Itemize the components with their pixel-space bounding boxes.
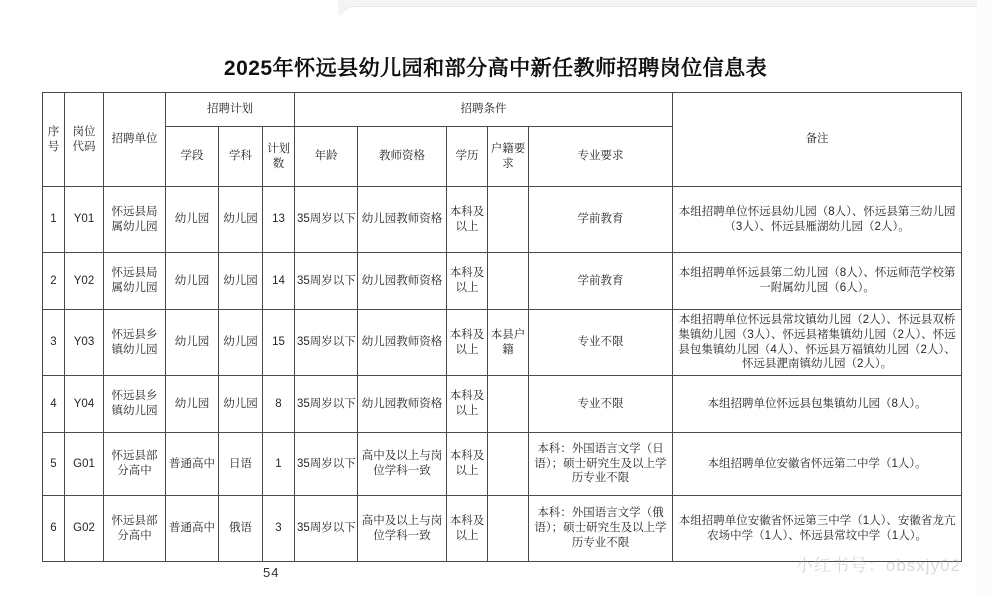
page-number: 54 bbox=[263, 565, 280, 580]
cell-cert: 高中及以上与岗位学科一致 bbox=[358, 496, 447, 562]
cell-cert: 幼儿园教师资格 bbox=[358, 187, 447, 253]
cell-major: 本科：外国语言文学（俄语）；硕士研究生及以上学历专业不限 bbox=[529, 496, 673, 562]
cell-age: 35周岁以下 bbox=[295, 253, 358, 310]
page-right-edge bbox=[977, 0, 991, 596]
cell-seq: 5 bbox=[43, 433, 65, 496]
cell-degree: 本科及以上 bbox=[447, 376, 488, 433]
cell-age: 35周岁以下 bbox=[295, 433, 358, 496]
cell-count: 3 bbox=[263, 496, 295, 562]
table-row bbox=[43, 433, 962, 496]
table-row bbox=[43, 376, 962, 433]
cell-degree: 本科及以上 bbox=[447, 496, 488, 562]
header-seq: 序号 bbox=[43, 93, 65, 187]
header-cert: 教师资格 bbox=[358, 127, 447, 187]
cell-major: 学前教育 bbox=[529, 253, 673, 310]
cell-residence bbox=[488, 253, 529, 310]
cell-unit: 怀远县乡镇幼儿园 bbox=[104, 310, 166, 376]
cell-stage: 幼儿园 bbox=[166, 310, 219, 376]
header-cond-group: 招聘条件 bbox=[295, 93, 673, 127]
cell-cert: 幼儿园教师资格 bbox=[358, 310, 447, 376]
cell-subject: 幼儿园 bbox=[219, 187, 263, 253]
table-row bbox=[43, 253, 962, 310]
header-note: 备注 bbox=[673, 93, 962, 187]
cell-stage: 幼儿园 bbox=[166, 376, 219, 433]
cell-subject: 幼儿园 bbox=[219, 253, 263, 310]
cell-age: 35周岁以下 bbox=[295, 187, 358, 253]
watermark: 小红书号：obsxjy02 bbox=[795, 556, 961, 575]
cell-major: 学前教育 bbox=[529, 187, 673, 253]
cell-major: 本科：外国语言文学（日语）；硕士研究生及以上学历专业不限 bbox=[529, 433, 673, 496]
cell-cert: 高中及以上与岗位学科一致 bbox=[358, 433, 447, 496]
header-plan-group: 招聘计划 bbox=[166, 93, 295, 127]
table-body bbox=[43, 187, 962, 562]
header-residence: 户籍要求 bbox=[488, 127, 529, 187]
cell-unit: 怀远县局属幼儿园 bbox=[104, 187, 166, 253]
cell-seq: 6 bbox=[43, 496, 65, 562]
cell-code: Y04 bbox=[65, 376, 104, 433]
cell-unit: 怀远县乡镇幼儿园 bbox=[104, 376, 166, 433]
table-row bbox=[43, 310, 962, 376]
cell-count: 13 bbox=[263, 187, 295, 253]
cell-residence: 本县户籍 bbox=[488, 310, 529, 376]
cell-note: 本组招聘单怀远县第二幼儿园（8人）、怀远师范学校第一附属幼儿园（6人）。 bbox=[673, 253, 962, 310]
cell-degree: 本科及以上 bbox=[447, 187, 488, 253]
cell-seq: 3 bbox=[43, 310, 65, 376]
cell-stage: 幼儿园 bbox=[166, 253, 219, 310]
cell-stage: 普通高中 bbox=[166, 433, 219, 496]
cell-subject: 日语 bbox=[219, 433, 263, 496]
cell-residence bbox=[488, 496, 529, 562]
cell-residence bbox=[488, 433, 529, 496]
page-title: 2025年怀远县幼儿园和部分高中新任教师招聘岗位信息表 bbox=[223, 57, 768, 80]
cell-code: G02 bbox=[65, 496, 104, 562]
cell-cert: 幼儿园教师资格 bbox=[358, 253, 447, 310]
cell-major: 专业不限 bbox=[529, 310, 673, 376]
header-unit: 招聘单位 bbox=[104, 93, 166, 187]
cell-age: 35周岁以下 bbox=[295, 376, 358, 433]
header-major: 专业要求 bbox=[529, 127, 673, 187]
cell-seq: 2 bbox=[43, 253, 65, 310]
cell-code: G01 bbox=[65, 433, 104, 496]
header-row-1 bbox=[43, 93, 962, 127]
cell-count: 14 bbox=[263, 253, 295, 310]
cell-note: 本组招聘单位安徽省怀远第三中学（1人）、安徽省龙亢农场中学（1人）、怀远县常坟中学（1人）。 bbox=[673, 496, 962, 562]
header-degree: 学历 bbox=[447, 127, 488, 187]
header-count: 计划数 bbox=[263, 127, 295, 187]
cell-unit: 怀远县部分高中 bbox=[104, 496, 166, 562]
cell-cert: 幼儿园教师资格 bbox=[358, 376, 447, 433]
cell-count: 8 bbox=[263, 376, 295, 433]
cell-age: 35周岁以下 bbox=[295, 496, 358, 562]
cell-degree: 本科及以上 bbox=[447, 433, 488, 496]
cell-code: Y02 bbox=[65, 253, 104, 310]
cell-seq: 4 bbox=[43, 376, 65, 433]
cell-count: 1 bbox=[263, 433, 295, 496]
cell-seq: 1 bbox=[43, 187, 65, 253]
cell-residence bbox=[488, 187, 529, 253]
cell-code: Y03 bbox=[65, 310, 104, 376]
header-subject: 学科 bbox=[219, 127, 263, 187]
cell-residence bbox=[488, 376, 529, 433]
cell-subject: 俄语 bbox=[219, 496, 263, 562]
cell-stage: 幼儿园 bbox=[166, 187, 219, 253]
cell-subject: 幼儿园 bbox=[219, 310, 263, 376]
cell-note: 本组招聘单位安徽省怀远第二中学（1人）。 bbox=[673, 433, 962, 496]
cell-note: 本组招聘单位怀远县幼儿园（8人）、怀远县第三幼儿园（3人）、怀远县雁湖幼儿园（2人）。 bbox=[673, 187, 962, 253]
cell-subject: 幼儿园 bbox=[219, 376, 263, 433]
cell-code: Y01 bbox=[65, 187, 104, 253]
cell-age: 35周岁以下 bbox=[295, 310, 358, 376]
page-card-corner bbox=[340, 7, 991, 21]
cell-unit: 怀远县局属幼儿园 bbox=[104, 253, 166, 310]
cell-count: 15 bbox=[263, 310, 295, 376]
header-stage: 学段 bbox=[166, 127, 219, 187]
cell-major: 专业不限 bbox=[529, 376, 673, 433]
recruitment-table bbox=[42, 92, 962, 562]
header-code: 岗位代码 bbox=[65, 93, 104, 187]
header-age: 年龄 bbox=[295, 127, 358, 187]
cell-degree: 本科及以上 bbox=[447, 253, 488, 310]
cell-degree: 本科及以上 bbox=[447, 310, 488, 376]
cell-stage: 普通高中 bbox=[166, 496, 219, 562]
table-row bbox=[43, 187, 962, 253]
cell-unit: 怀远县部分高中 bbox=[104, 433, 166, 496]
cell-note: 本组招聘单位怀远县常坟镇幼儿园（2人）、怀远县双桥集镇幼儿园（3人）、怀远县褚集镇幼儿园（2人）、怀远县包集镇幼儿园（4人）、怀远县万福镇幼儿园（2人）、怀远县淝南镇幼儿园（2人）。 bbox=[673, 310, 962, 376]
cell-note: 本组招聘单位怀远县包集镇幼儿园（8人）。 bbox=[673, 376, 962, 433]
